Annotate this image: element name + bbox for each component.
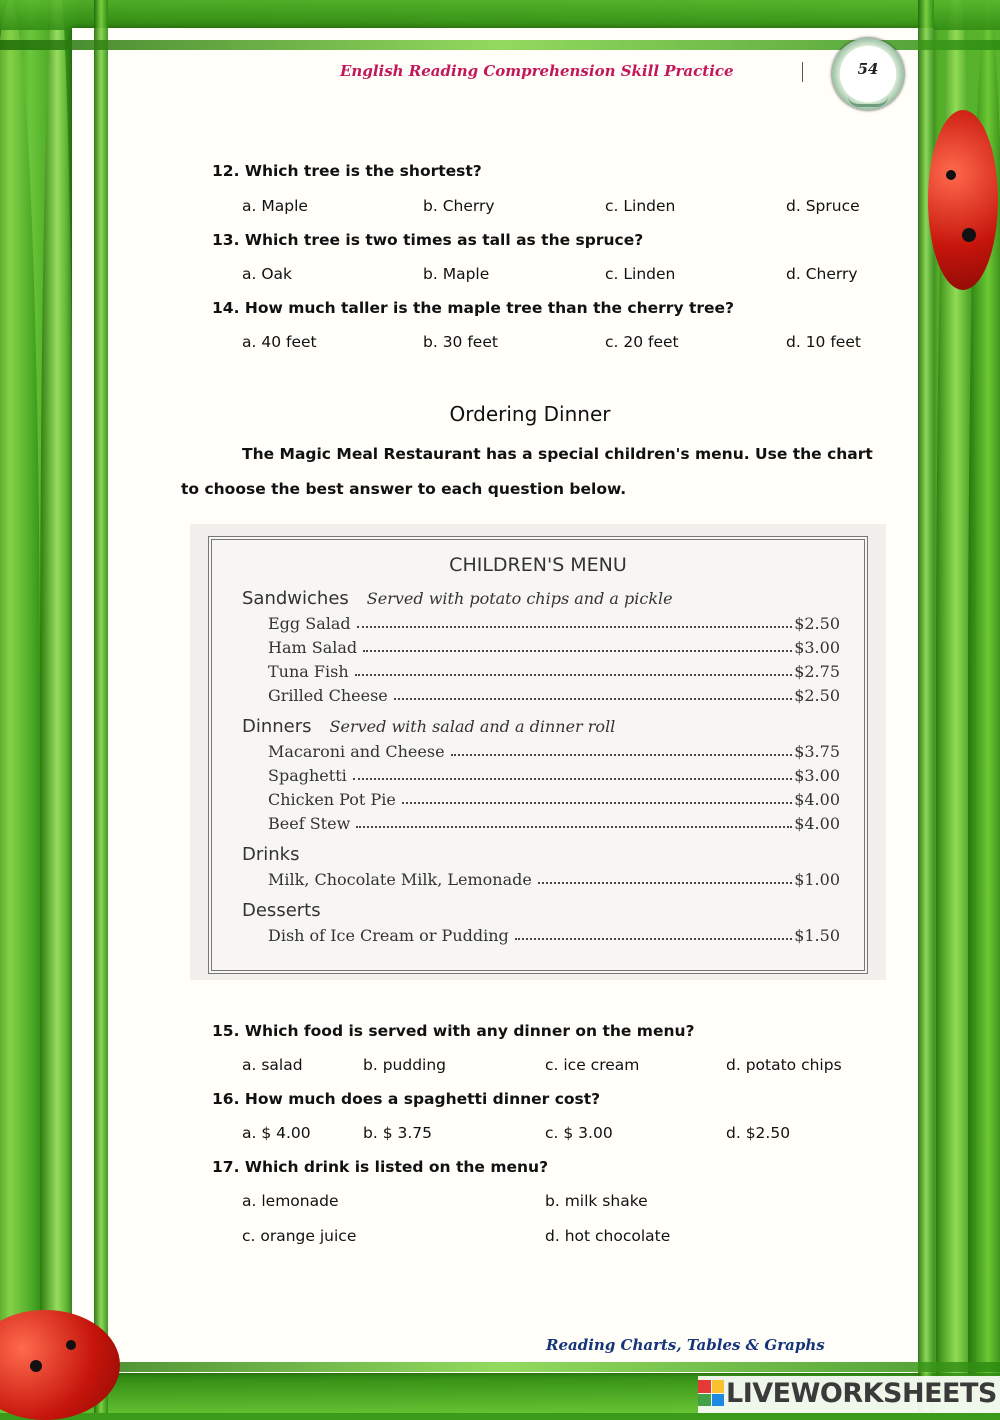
watermark-text: LIVEWORKSHEETS <box>726 1378 997 1409</box>
menu-item-name: Dish of Ice Cream or Pudding <box>268 926 509 945</box>
option-13c[interactable]: c. Linden <box>605 265 676 283</box>
dot-leader <box>356 814 792 828</box>
menu-title: CHILDREN'S MENU <box>449 554 627 576</box>
childrens-menu <box>208 536 868 974</box>
category-name: Desserts <box>242 900 321 921</box>
menu-item <box>268 766 840 785</box>
option-12c[interactable]: c. Linden <box>605 197 676 215</box>
dot-leader <box>515 926 792 940</box>
header-divider <box>802 62 803 82</box>
question-14: 14. How much taller is the maple tree than the cherry tree? <box>212 299 735 317</box>
dot-leader <box>402 790 792 804</box>
option-14a[interactable]: a. 40 feet <box>242 333 317 351</box>
question-15: 15. Which food is served with any dinner on the menu? <box>212 1022 695 1040</box>
option-17c[interactable]: c. orange juice <box>242 1227 357 1245</box>
category-note: Served with salad and a dinner roll <box>329 717 616 736</box>
menu-category-drinks <box>242 844 299 865</box>
option-14c[interactable]: c. 20 feet <box>605 333 679 351</box>
option-15b[interactable]: b. pudding <box>363 1056 447 1074</box>
menu-item-name: Macaroni and Cheese <box>268 742 445 761</box>
intro-line-1: The Magic Meal Restaurant has a special children's menu. Use the chart <box>242 445 873 463</box>
menu-item-price: $2.50 <box>794 686 840 705</box>
question-12: 12. Which tree is the shortest? <box>212 162 482 180</box>
option-13a[interactable]: a. Oak <box>242 265 293 283</box>
footer-title: Reading Charts, Tables & Graphs <box>546 1336 825 1354</box>
question-16: 16. How much does a spaghetti dinner cost? <box>212 1090 601 1108</box>
category-note: Served with potato chips and a pickle <box>366 589 673 608</box>
menu-item-price: $4.00 <box>794 814 840 833</box>
menu-item <box>268 686 840 705</box>
grass-stem-decoration <box>94 0 108 1413</box>
dot-leader <box>451 742 793 756</box>
menu-item-price: $3.00 <box>794 638 840 657</box>
grass-stem-decoration <box>0 1362 1000 1372</box>
menu-item <box>268 790 840 809</box>
option-15a[interactable]: a. salad <box>242 1056 303 1074</box>
option-16d[interactable]: d. $2.50 <box>726 1124 791 1142</box>
intro-line-2: to choose the best answer to each question below. <box>181 480 627 498</box>
menu-item-name: Beef Stew <box>268 814 351 833</box>
question-13: 13. Which tree is two times as tall as the spruce? <box>212 231 644 249</box>
dot-leader <box>353 766 792 780</box>
menu-item-name: Egg Salad <box>268 614 351 633</box>
menu-item <box>268 662 840 681</box>
option-14b[interactable]: b. 30 feet <box>423 333 498 351</box>
dot-leader <box>355 662 793 676</box>
menu-item <box>268 742 840 761</box>
menu-item-price: $4.00 <box>794 790 840 809</box>
option-13d[interactable]: d. Cherry <box>786 265 858 283</box>
dot-leader <box>394 686 792 700</box>
menu-category-sandwiches <box>242 588 673 609</box>
menu-item-name: Spaghetti <box>268 766 347 785</box>
menu-item-name: Ham Salad <box>268 638 358 657</box>
menu-item-price: $3.75 <box>794 742 840 761</box>
option-16b[interactable]: b. $ 3.75 <box>363 1124 432 1142</box>
menu-item-name: Milk, Chocolate Milk, Lemonade <box>268 870 532 889</box>
question-17: 17. Which drink is listed on the menu? <box>212 1158 549 1176</box>
menu-item-price: $2.50 <box>794 614 840 633</box>
option-13b[interactable]: b. Maple <box>423 265 490 283</box>
menu-item <box>268 870 840 889</box>
option-17d[interactable]: d. hot chocolate <box>545 1227 671 1245</box>
category-name: Dinners <box>242 716 312 737</box>
menu-category-dinners <box>242 716 615 737</box>
category-name: Sandwiches <box>242 588 349 609</box>
laurel-icon <box>848 96 888 107</box>
menu-item <box>268 638 840 657</box>
dot-leader <box>363 638 792 652</box>
liveworksheets-logo-icon <box>698 1380 724 1406</box>
menu-item-name: Tuna Fish <box>268 662 349 681</box>
dot-leader <box>357 614 793 628</box>
menu-item-name: Chicken Pot Pie <box>268 790 396 809</box>
menu-item-price: $3.00 <box>794 766 840 785</box>
dot-leader <box>538 870 792 884</box>
menu-item-name: Grilled Cheese <box>268 686 388 705</box>
option-12a[interactable]: a. Maple <box>242 197 308 215</box>
menu-item <box>268 926 840 945</box>
section-title: Ordering Dinner <box>449 402 611 426</box>
childrens-menu-image <box>190 524 886 980</box>
menu-item <box>268 614 840 633</box>
option-17a[interactable]: a. lemonade <box>242 1192 339 1210</box>
menu-item-price: $1.00 <box>794 870 840 889</box>
menu-item <box>268 814 840 833</box>
ladybug-icon <box>928 110 998 290</box>
option-16a[interactable]: a. $ 4.00 <box>242 1124 311 1142</box>
menu-item-price: $1.50 <box>794 926 840 945</box>
option-17b[interactable]: b. milk shake <box>545 1192 648 1210</box>
page-number: 54 <box>857 60 879 78</box>
category-name: Drinks <box>242 844 300 865</box>
liveworksheets-watermark[interactable] <box>698 1376 1000 1413</box>
option-14d[interactable]: d. 10 feet <box>786 333 861 351</box>
option-12b[interactable]: b. Cherry <box>423 197 495 215</box>
page-number-badge <box>832 38 904 110</box>
menu-item-price: $2.75 <box>794 662 840 681</box>
header-title: English Reading Comprehension Skill Practice <box>340 62 734 80</box>
option-16c[interactable]: c. $ 3.00 <box>545 1124 613 1142</box>
menu-category-desserts <box>242 900 321 921</box>
option-15d[interactable]: d. potato chips <box>726 1056 842 1074</box>
option-15c[interactable]: c. ice cream <box>545 1056 640 1074</box>
option-12d[interactable]: d. Spruce <box>786 197 860 215</box>
